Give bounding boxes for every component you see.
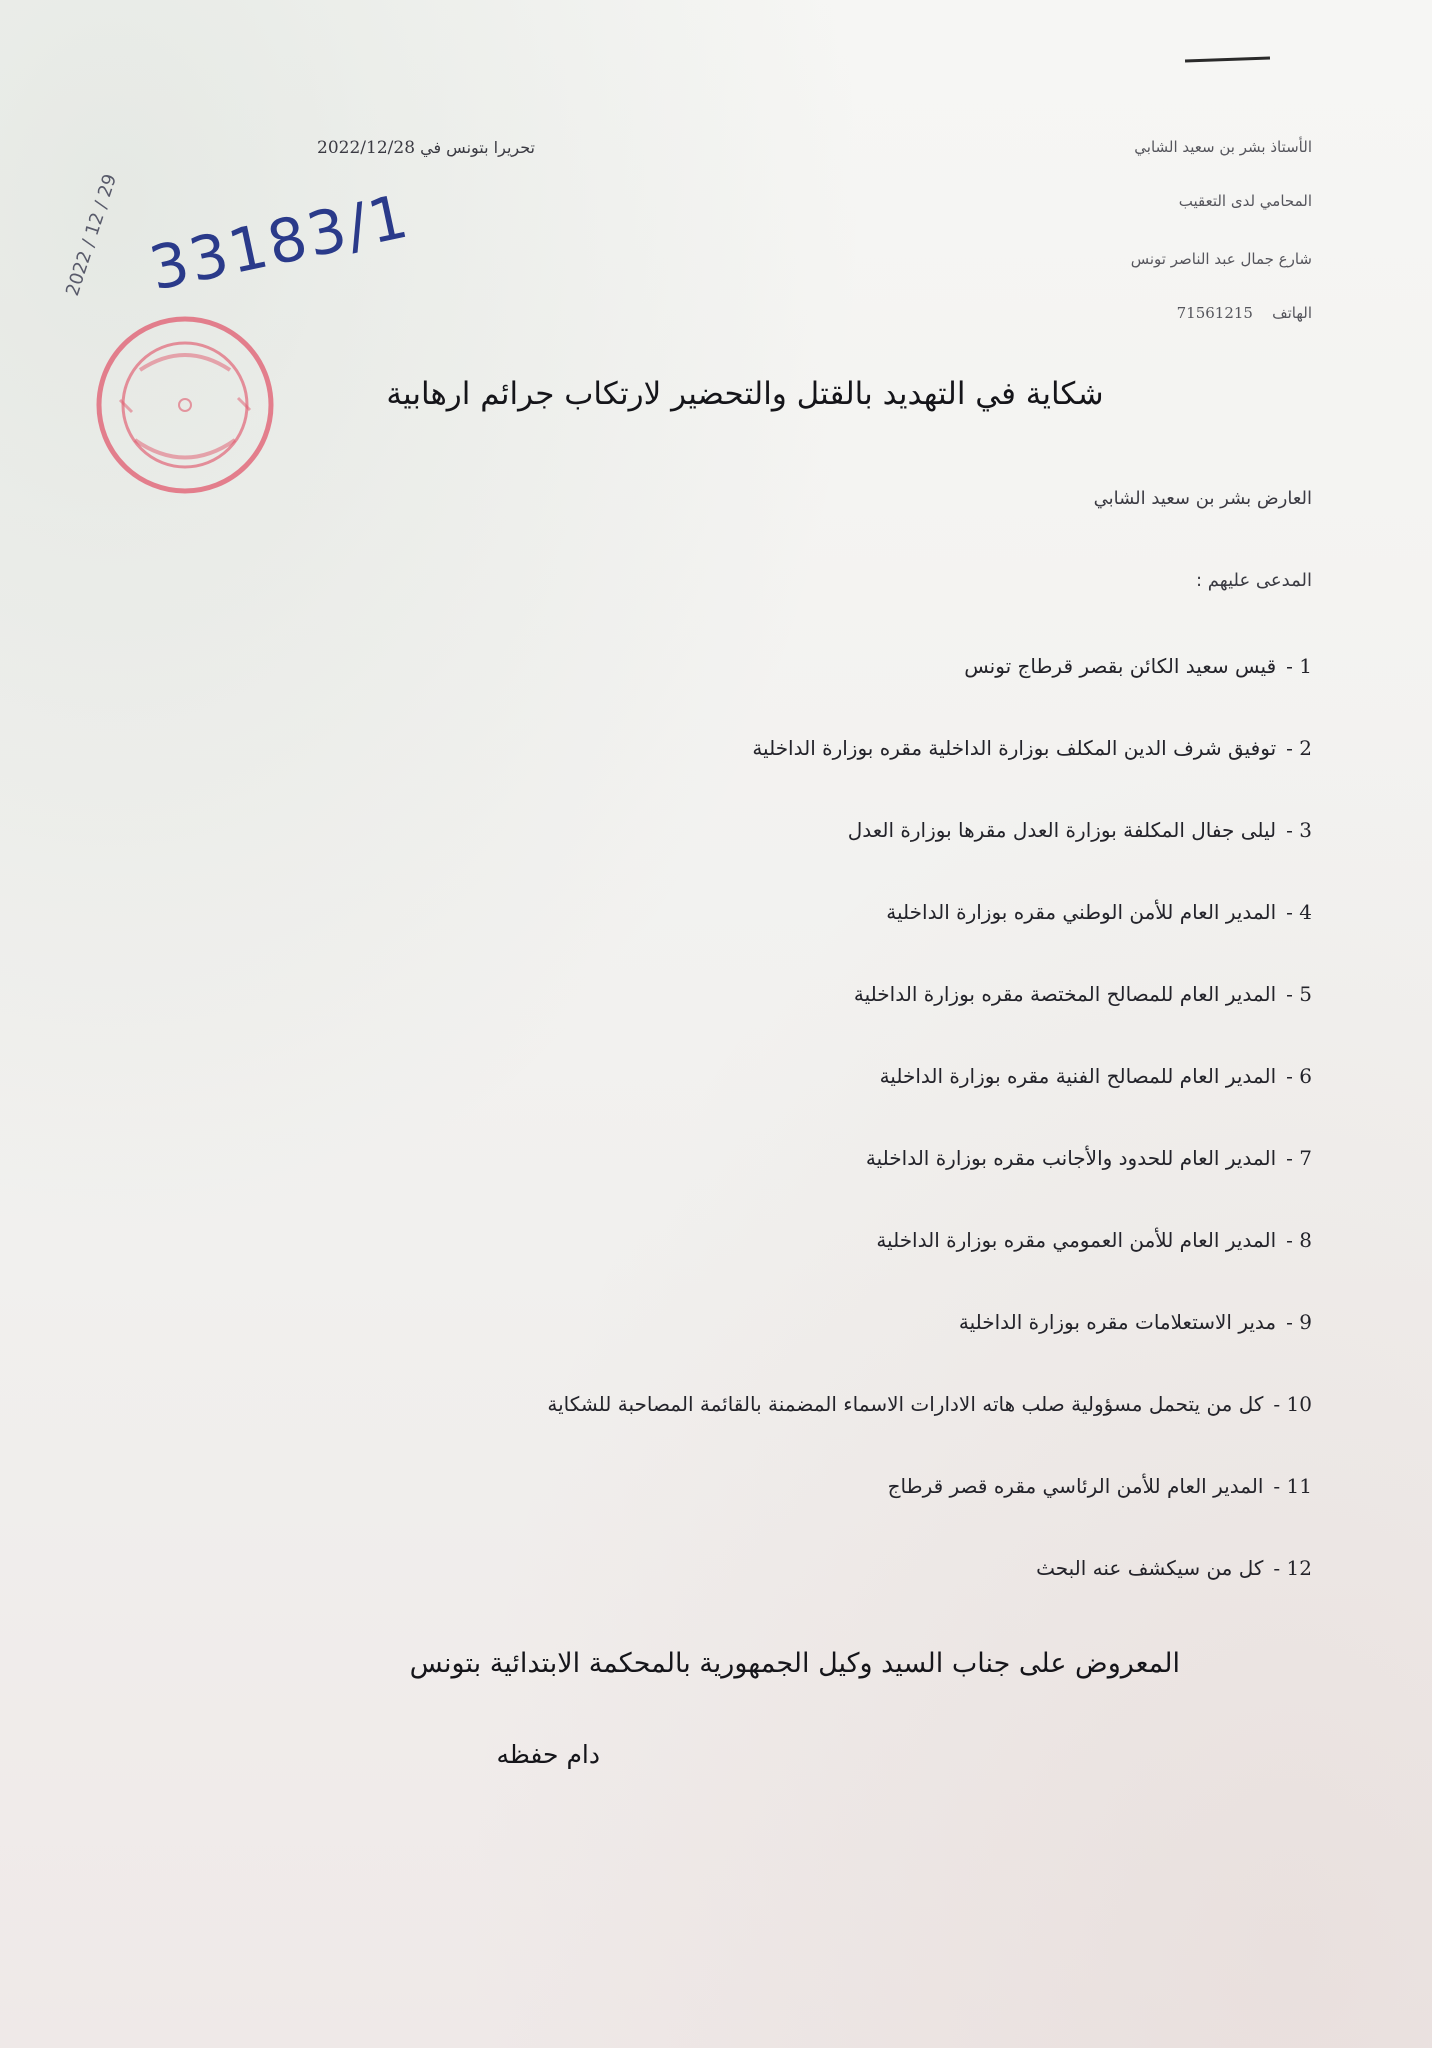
defendant-number: 5 - xyxy=(1286,982,1312,1006)
defendant-item xyxy=(876,1228,1312,1252)
sender-phone: 71561215 xyxy=(1176,304,1253,322)
defendant-text: توفيق شرف الدين المكلف بوزارة الداخلية مقره بوزارة الداخلية xyxy=(752,736,1277,760)
defendant-item xyxy=(888,1474,1312,1498)
defendant-item xyxy=(848,818,1312,842)
defendant-number: 3 - xyxy=(1286,818,1312,842)
defendants-label: المدعى عليهم : xyxy=(1196,570,1312,591)
defendant-text: المدير العام للمصالح الفنية مقره بوزارة الداخلية xyxy=(879,1064,1277,1088)
defendant-item xyxy=(886,900,1312,924)
defendant-item xyxy=(964,654,1312,678)
sender-phone-label: الهاتف xyxy=(1272,304,1312,322)
defendant-number: 10 - xyxy=(1273,1392,1312,1416)
defendant-text: قيس سعيد الكائن بقصر قرطاج تونس xyxy=(964,654,1277,678)
defendant-number: 1 - xyxy=(1286,654,1312,678)
defendant-number: 8 - xyxy=(1286,1228,1312,1252)
sender-phone-line xyxy=(1177,304,1312,322)
defendant-text: كل من سيكشف عنه البحث xyxy=(1036,1556,1264,1580)
defendant-number: 9 - xyxy=(1286,1310,1312,1334)
defendant-text: كل من يتحمل مسؤولية صلب هاته الادارات الاسماء المضمنة بالقائمة المصاحبة للشكاية xyxy=(547,1392,1264,1416)
defendant-text: ليلى جفال المكلفة بوزارة العدل مقرها بوزارة العدل xyxy=(847,818,1277,842)
defendant-number: 6 - xyxy=(1286,1064,1312,1088)
defendant-number: 11 - xyxy=(1273,1474,1312,1498)
defendant-text: المدير العام للأمن الوطني مقره بوزارة الداخلية xyxy=(886,900,1277,924)
defendant-item xyxy=(1036,1556,1312,1580)
date-prefix: تحريرا بتونس في xyxy=(420,138,535,157)
defendant-number: 12 - xyxy=(1273,1556,1312,1580)
defendant-text: المدير العام للمصالح المختصة مقره بوزارة الداخلية xyxy=(853,982,1277,1006)
complaint-title: شكاية في التهديد بالقتل والتحضير لارتكاب جرائم ارهابية xyxy=(386,376,1104,412)
sender-address: شارع جمال عبد الناصر تونس xyxy=(1130,250,1312,268)
defendant-text: المدير العام للأمن العمومي مقره بوزارة الداخلية xyxy=(876,1228,1277,1252)
defendant-text: مدير الاستعلامات مقره بوزارة الداخلية xyxy=(958,1310,1277,1334)
document-date-line xyxy=(255,138,535,158)
corner-mark xyxy=(1185,57,1270,63)
defendant-item xyxy=(880,1064,1312,1088)
stamp-date: 2022 / 12 / 29 xyxy=(62,171,122,299)
complainant: العارض بشر بن سعيد الشابي xyxy=(1093,488,1312,509)
defendant-number: 2 - xyxy=(1286,736,1312,760)
defendant-item xyxy=(866,1146,1312,1170)
defendant-number: 4 - xyxy=(1286,900,1312,924)
defendant-item xyxy=(547,1392,1312,1416)
defendant-number: 7 - xyxy=(1286,1146,1312,1170)
defendant-text: المدير العام للحدود والأجانب مقره بوزارة الداخلية xyxy=(865,1146,1277,1170)
closing-formula: دام حفظه xyxy=(496,1740,600,1769)
sender-name: الأستاذ بشر بن سعيد الشابي xyxy=(1134,138,1312,156)
document-date: 2022/12/28 xyxy=(317,138,416,158)
defendant-item xyxy=(752,736,1312,760)
defendant-item xyxy=(959,1310,1312,1334)
defendant-item xyxy=(854,982,1312,1006)
sender-title: المحامي لدى التعقيب xyxy=(1178,192,1312,210)
defendant-text: المدير العام للأمن الرئاسي مقره قصر قرطاج xyxy=(887,1474,1264,1498)
reception-stamp xyxy=(80,300,290,510)
addressee: المعروض على جناب السيد وكيل الجمهورية بالمحكمة الابتدائية بتونس xyxy=(409,1648,1180,1679)
registration-number: 33183/1 xyxy=(143,181,416,305)
